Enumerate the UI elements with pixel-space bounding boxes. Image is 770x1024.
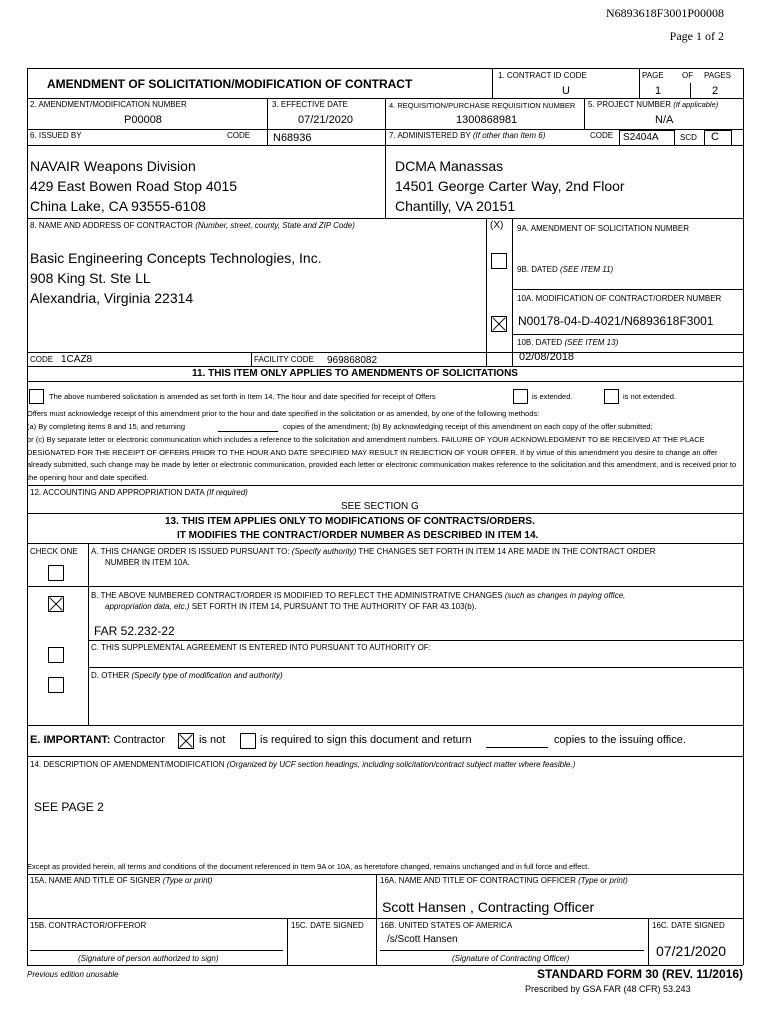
solicitation-amended-checkbox[interactable] — [29, 389, 44, 404]
officer-signature-value: /s/Scott Hansen — [387, 934, 458, 945]
description-value: SEE PAGE 2 — [34, 800, 104, 814]
issued-by-code-value: N68936 — [273, 132, 312, 144]
x-mark-label: (X) — [490, 220, 504, 231]
item13b-checkbox[interactable] — [48, 596, 64, 612]
form-top-border — [27, 68, 743, 69]
modification-number-value: N00178-04-D-4021/N6893618F3001 — [518, 314, 714, 328]
item11-line1: The above numbered solicitation is amended as set forth in Item 14. The hour and date specified for receipt of Offers — [49, 392, 436, 401]
signer-name-label: 15A. NAME AND TITLE OF SIGNER (Type or print) — [30, 876, 213, 885]
modification-contract-checkbox[interactable] — [491, 316, 507, 332]
contractor-code-label: CODE — [30, 355, 54, 364]
contractor-address-label: 8. NAME AND ADDRESS OF CONTRACTOR (Number, street, county, State and ZIP Code) — [30, 221, 355, 230]
page-label: PAGE — [642, 71, 664, 80]
page-value: 1 — [655, 85, 662, 97]
requisition-number-value: 1300868981 — [456, 114, 518, 126]
extended-label: is extended. — [532, 392, 573, 401]
form-right-border — [743, 68, 744, 965]
item11-heading: 11. THIS ITEM ONLY APPLIES TO AMENDMENTS OF SOLICITATIONS — [192, 368, 518, 379]
pages-value: 2 — [712, 85, 719, 97]
administered-by-label: 7. ADMINISTERED BY (If other than Item 6) — [389, 131, 546, 140]
project-number-label: 5. PROJECT NUMBER (If applicable) — [588, 100, 719, 109]
page-count: Page 1 of 2 — [669, 29, 724, 43]
not-extended-label: is not extended. — [623, 392, 676, 401]
administrator-address-line-1: DCMA Manassas — [395, 158, 504, 174]
issued-by-label: 6. ISSUED BY — [30, 131, 82, 140]
is-not-checkbox[interactable] — [178, 733, 194, 749]
form-left-border — [27, 68, 28, 965]
officer-date-signed-label: 16C. DATE SIGNED — [652, 921, 725, 930]
is-required-label: is required to sign this document and return — [260, 734, 472, 746]
not-extended-checkbox[interactable] — [604, 389, 619, 404]
document-id: N6893618F3001P00008 — [605, 6, 724, 20]
far-clause: FAR 52.232-22 — [94, 624, 175, 638]
contractor-address-line-3: Alexandria, Virginia 22314 — [30, 290, 194, 306]
check-one-label: CHECK ONE — [30, 547, 78, 556]
extended-checkbox[interactable] — [513, 389, 528, 404]
scd-value: C — [711, 131, 719, 143]
copies-label: copies to the issuing office. — [554, 734, 686, 746]
facility-code-label: FACILITY CODE — [254, 355, 314, 364]
is-not-label: is not — [199, 734, 226, 746]
project-number-value: N/A — [655, 114, 674, 126]
facility-code-value: 969868082 — [327, 355, 378, 366]
amendment-number-value: P00008 — [124, 114, 162, 126]
contract-id-code-label: 1. CONTRACT ID CODE — [498, 71, 587, 80]
administrator-address-line-2: 14501 George Carter Way, 2nd Floor — [395, 178, 625, 194]
form-title: AMENDMENT OF SOLICITATION/MODIFICATION OF CONTRACT — [47, 77, 413, 91]
accounting-data-value: SEE SECTION G — [341, 501, 419, 512]
is-required-checkbox[interactable] — [240, 733, 256, 749]
item13b-text: B. THE ABOVE NUMBERED CONTRACT/ORDER IS MODIFIED TO REFLECT THE ADMINISTRATIVE CHANGES (such as changes in paying office, — [91, 591, 626, 600]
item13c-checkbox[interactable] — [48, 647, 64, 663]
amendment-number-label: 2. AMENDMENT/MODIFICATION NUMBER — [30, 100, 187, 109]
item13c-text: C. THIS SUPPLEMENTAL AGREEMENT IS ENTERED INTO PURSUANT TO AUTHORITY OF: — [91, 643, 431, 652]
issuer-address-line-3: China Lake, CA 93555-6108 — [30, 198, 206, 214]
item13-heading-1: 13. THIS ITEM APPLIES ONLY TO MODIFICATIONS OF CONTRACTS/ORDERS. — [165, 516, 535, 527]
officer-signature-note: (Signature of Contracting Officer) — [452, 954, 570, 963]
item13-heading-2: IT MODIFIES THE CONTRACT/ORDER NUMBER AS DESCRIBED IN ITEM 14. — [177, 530, 539, 541]
dated-9b-label: 9B. DATED (SEE ITEM 11) — [517, 265, 614, 274]
effective-date-value: 07/21/2020 — [298, 114, 354, 126]
contractor-address-line-1: Basic Engineering Concepts Technologies, Inc. — [30, 250, 322, 266]
modification-number-label: 10A. MODIFICATION OF CONTRACT/ORDER NUMBER — [517, 294, 722, 303]
previous-edition-note: Previous edition unusable — [27, 970, 119, 979]
except-text: Except as provided herein, all terms and conditions of the document referenced in Item 9A or 10A, as heretofore changed, remains unchanged and in full force and effect. — [27, 862, 590, 871]
officer-date-signed-value: 07/21/2020 — [656, 943, 727, 959]
contractor-signature-line — [30, 950, 283, 951]
contractor-offeror-label: 15B. CONTRACTOR/OFFEROR — [30, 921, 147, 930]
issuer-address-line-2: 429 East Bowen Road Stop 4015 — [30, 178, 238, 194]
scd-label: SCD — [680, 133, 697, 142]
important-line: E. IMPORTANT: Contractor — [30, 734, 165, 746]
united-states-label: 16B. UNITED STATES OF AMERICA — [380, 921, 513, 930]
prescribed-by-label: Prescribed by GSA FAR (48 CFR) 53.243 — [525, 984, 691, 994]
copies-return-blank — [486, 747, 548, 748]
dated-10b-value: 02/08/2018 — [519, 351, 575, 363]
issuer-address-line-1: NAVAIR Weapons Division — [30, 158, 196, 174]
item11-paragraph-2b: copies of the amendment; (b) By acknowledging receipt of this amendment on each copy of the offer submitted; — [283, 422, 653, 431]
dated-10b-label: 10B. DATED (SEE ITEM 13) — [517, 338, 619, 347]
contractor-date-signed-label: 15C. DATE SIGNED — [291, 921, 364, 930]
officer-signature-line — [380, 950, 644, 951]
pages-label: PAGES — [704, 71, 731, 80]
standard-form-label: STANDARD FORM 30 (REV. 11/2016) — [536, 967, 743, 981]
contract-id-code-value: U — [562, 85, 570, 97]
contractor-address-line-2: 908 King St. Ste LL — [30, 270, 151, 286]
accounting-data-label: 12. ACCOUNTING AND APPROPRIATION DATA (If required) — [30, 488, 248, 497]
issued-by-code-label: CODE — [227, 131, 251, 140]
description-label: 14. DESCRIPTION OF AMENDMENT/MODIFICATION (Organized by UCF section headings, including solicitation/contract subject matter where feasible.) — [30, 760, 576, 769]
item13a-text-2: NUMBER IN ITEM 10A. — [105, 558, 190, 567]
item13a-text: A. THIS CHANGE ORDER IS ISSUED PURSUANT TO: (Specify authority) THE CHANGES SET FORTH IN ITEM 14 ARE MADE IN THE CONTRACT ORDER — [91, 547, 656, 556]
requisition-number-label: 4. REQUISITION/PURCHASE REQUISITION NUMBER — [389, 101, 576, 110]
item11-paragraph-2a: (a) By completing items 8 and 15, and returning — [27, 422, 186, 431]
administered-code-label: CODE — [590, 131, 614, 140]
officer-name-label: 16A. NAME AND TITLE OF CONTRACTING OFFICER (Type or print) — [380, 876, 628, 885]
officer-name-value: Scott Hansen , Contracting Officer — [382, 899, 595, 915]
amendment-solicitation-checkbox[interactable] — [491, 253, 507, 269]
item11-paragraph-1: Offers must acknowledge receipt of this amendment prior to the hour and date specified in the solicitation or as amended, by one of the following methods: — [27, 409, 540, 418]
administered-code-value: S2404A — [623, 132, 659, 143]
item13a-checkbox[interactable] — [48, 565, 64, 581]
item13b-text-2: appropriation data, etc.) SET FORTH IN ITEM 14, PURSUANT TO THE AUTHORITY OF FAR 43.103(b). — [105, 602, 477, 611]
item13d-checkbox[interactable] — [48, 677, 64, 693]
contractor-code-value: 1CAZ8 — [61, 354, 93, 365]
of-label: OF — [682, 71, 694, 80]
item13d-text: D. OTHER (Specify type of modification and authority) — [91, 671, 283, 680]
amendment-solicitation-label: 9A. AMENDMENT OF SOLICITATION NUMBER — [517, 224, 690, 233]
item11-paragraph-3: or (c) By separate letter or electronic communication which includes a reference to the solicitation and amendment numbers. FAILURE OF YOUR ACKNOWLEDGMENT TO BE RECEIVED AT THE PLACE DESIGNATED FOR THE RECEIPT OF OFFERS PRIOR TO THE HOUR AND DATE SPECIFIED MAY RESULT IN REJECTION OF YOUR OFFER. If by virtue of this amendment you desire to change an offer already submitted, such change may be made by letter or electronic communication, provided each letter or electronic communication makes reference to the solicitation and this amendment, and is received prior to the opening hour and date specified. — [27, 435, 737, 482]
effective-date-label: 3. EFFECTIVE DATE — [272, 100, 348, 109]
contractor-signature-note: (Signature of person authorized to sign) — [78, 954, 219, 963]
copies-blank — [218, 431, 278, 432]
administrator-address-line-3: Chantilly, VA 20151 — [395, 198, 516, 214]
